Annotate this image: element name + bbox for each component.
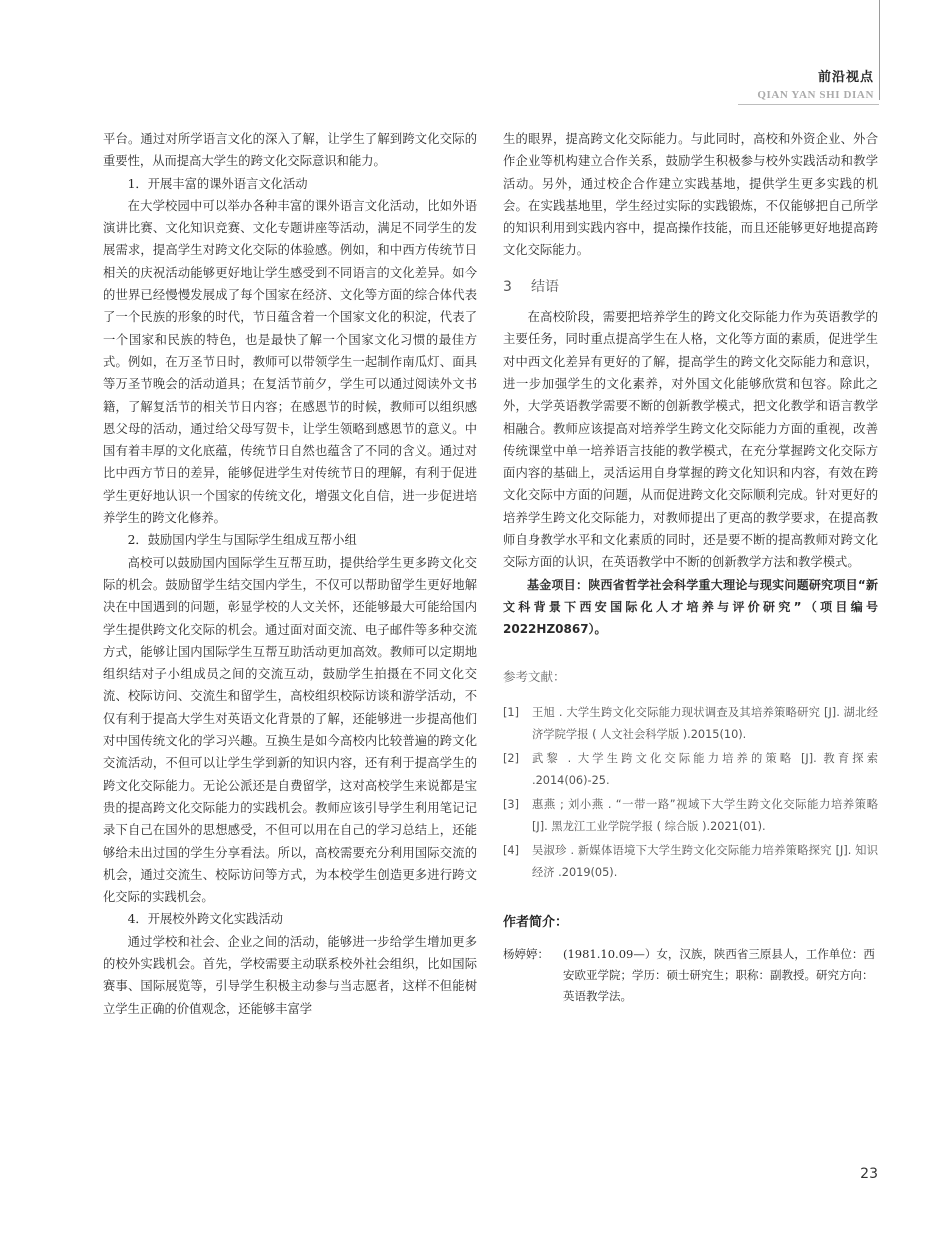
references-list <box>503 702 878 884</box>
subheading-1: 1．开展丰富的课外语言文化活动 <box>127 176 308 191</box>
column-title-pinyin: QIAN YAN SHI DIAN <box>757 89 874 101</box>
section-number: 3 <box>503 278 512 295</box>
right-column <box>503 128 878 1007</box>
fund-note: 基金项目：陕西省哲学社会科学重大理论与现实问题研究项目“新文科背景下西安国际化人才培养与评价研究”（项目编号 2022HZ0867）。 <box>503 577 878 636</box>
reference-text: 武黎 . 大学生跨文化交际能力培养的策略 [J]. 教育探索 .2014(06)-25. <box>532 751 878 787</box>
section-heading-conclusion <box>503 276 878 298</box>
intro-paragraph: 平台。通过对所学语言文化的深入了解，让学生了解到跨文化交际的重要性，从而提高大学生的跨文化交际意识和能力。 <box>103 132 477 169</box>
reference-text: 吴淑珍 . 新媒体语境下大学生跨文化交际能力培养策略探究 [J]. 知识经济 .2019(05). <box>532 843 878 879</box>
paragraph-2: 高校可以鼓励国内国际学生互帮互助，提供给学生更多跨文化交际的机会。鼓励留学生结交国内学生，不仅可以帮助留学生更好地解决在中国遇到的问题，彰显学校的人文关怀，还能够最大可能给国内学生提供跨文化交际的机会。通过面对面交流、电子邮件等多种交流方式，能够让国内国际学生互帮互助活动更加高效。教师可以定期地组织结对子小组成员之间的交流互动，鼓励学生拍摄在不同文化交流、校际访问、交流生和留学生，高校组织校际访谈和游学活动，不仅有利于提高大学生对英语文化背景的了解，还能够进一步提高他们对中国传统文化的学习兴趣。互换生是如今高校内比较普遍的跨文化交流活动，不但可以让学生学到新的知识内容，还有利于提高学生的跨文化交际能力。无论公派还是自费留学，这对高校学生来说都是宝贵的提高跨文化交际能力的实践机会。教师应该引导学生利用笔记记录下自己在国外的思想感受，不但可以用在自己的学习总结上，还能够给未出过国的学生分享看法。所以，高校需要充分利用国际交流的机会，通过交流生、校际访问等方式，为本校学生创造更多进行跨文化交际的实践机会。 <box>103 555 477 905</box>
reference-number: [1] <box>503 705 520 719</box>
references-heading: 参考文献： <box>503 668 566 684</box>
paragraph-4: 通过学校和社会、企业之间的活动，能够进一步给学生增加更多的校外实践机会。首先，学校需要主动联系校外社会组织，比如国际赛事、国际展览等，引导学生积极主动参与当志愿者，这样不但能树立学生正确的价值观念，还能够丰富学 <box>103 934 477 1016</box>
author-details: (1981.10.09—）女，汉族，陕西省三原县人，工作单位：西安欧亚学院；学历：硕士研究生；职称：副教授。研究方向：英语教学法。 <box>563 947 875 1004</box>
reference-item <box>503 794 878 838</box>
author-name: 杨婷婷： <box>503 947 549 962</box>
reference-number: [3] <box>503 797 520 811</box>
reference-number: [2] <box>503 751 520 765</box>
paragraph-1: 在大学校园中可以举办各种丰富的课外语言文化活动，比如外语演讲比赛、文化知识竞赛、文化专题讲座等活动，满足不同学生的发展需求，提高学生对跨文化交际的体验感。例如，和中西方传统节日相关的庆祝活动能够更好地让学生感受到不同语言的文化差异。如今的世界已经慢慢发展成了每个国家在经济、文化等方面的综合体代表了一个民族的形象的时代，节日蕴含着一个国家文化的积淀，代表了一个国家和民族的特色，也是最快了解一个国家文化习惯的最佳方式。例如，在万圣节日时，教师可以带领学生一起制作南瓜灯、面具等万圣节晚会的活动道具；在复活节前夕，学生可以通过阅读外文书籍，了解复活节的相关节日内容；在感恩节的时候，教师可以组织感恩父母的活动，通过给父母写贺卡，让学生领略到感恩节的意义。中国有着丰厚的文化底蕴，传统节日自然也蕴含了不同的含义。通过对比中西方节日的差异，能够促进学生对传统节日的理解，有利于促进学生更好地认识一个国家的传统文化，增强文化自信，进一步促进培养学生的跨文化修养。 <box>103 198 477 526</box>
reference-item <box>503 702 878 746</box>
reference-item <box>503 840 878 884</box>
left-column <box>103 128 477 1020</box>
section-title: 结语 <box>531 278 559 295</box>
reference-text: 惠燕 ; 刘小燕 . “一带一路”视域下大学生跨文化交际能力培养策略 [J]. 黑龙江工业学院学报 ( 综合版 ).2021(01). <box>532 797 878 833</box>
reference-number: [4] <box>503 843 520 857</box>
header-underline <box>738 104 879 105</box>
subheading-2: 2．鼓励国内学生与国际学生组成互帮小组 <box>127 533 357 548</box>
subheading-4: 4．开展校外跨文化实践活动 <box>127 912 283 927</box>
header-vertical-rule <box>879 0 880 100</box>
reference-text: 王旭 . 大学生跨文化交际能力现状调查及其培养策略研究 [J]. 湖北经济学院学报 ( 人文社会科学版 ).2015(10). <box>532 705 878 741</box>
reference-item <box>503 748 878 792</box>
page-number: 23 <box>860 1166 878 1182</box>
author-heading: 作者简介： <box>503 914 569 930</box>
continued-paragraph: 生的眼界，提高跨文化交际能力。与此同时，高校和外资企业、外合作企业等机构建立合作关系，鼓励学生积极参与校外实践活动和教学活动。另外，通过校企合作建立实践基地，提供学生更多实践的机会。在实践基地里，学生经过实际的实践锻炼，不仅能够把自己所学的知识利用到实践内容中，提高操作技能，而且还能够更好地提高跨文化交际能力。 <box>503 132 878 258</box>
column-title: 前沿视点 <box>817 70 874 85</box>
author-bio <box>503 944 878 1007</box>
conclusion-paragraph: 在高校阶段，需要把培养学生的跨文化交际能力作为英语教学的主要任务，同时重点提高学生在人格，文化等方面的素质，促进学生对中西文化差异有更好的了解，提高学生的跨文化交际能力和意识，进一步加强学生的文化素养，对外国文化能够欣赏和包容。除此之外，大学英语教学需要不断的创新教学模式，把文化教学和语言教学相融合。教师应该提高对培养学生跨文化交际能力方面的重视，改善传统课堂中单一培养语言技能的教学模式，在充分掌握跨文化交际方面内容的基础上，灵活运用自身掌握的跨文化知识和内容，有效在跨文化交际中方面的问题，从而促进跨文化交际顺利完成。针对更好的培养学生跨文化交际能力，对教师提出了更高的教学要求，在提高教师自身教学水平和文化素质的同时，还是要不断的提高教师对跨文化交际方面的认识，在英语教学中不断的创新教学方法和教学模式。 <box>503 310 878 570</box>
